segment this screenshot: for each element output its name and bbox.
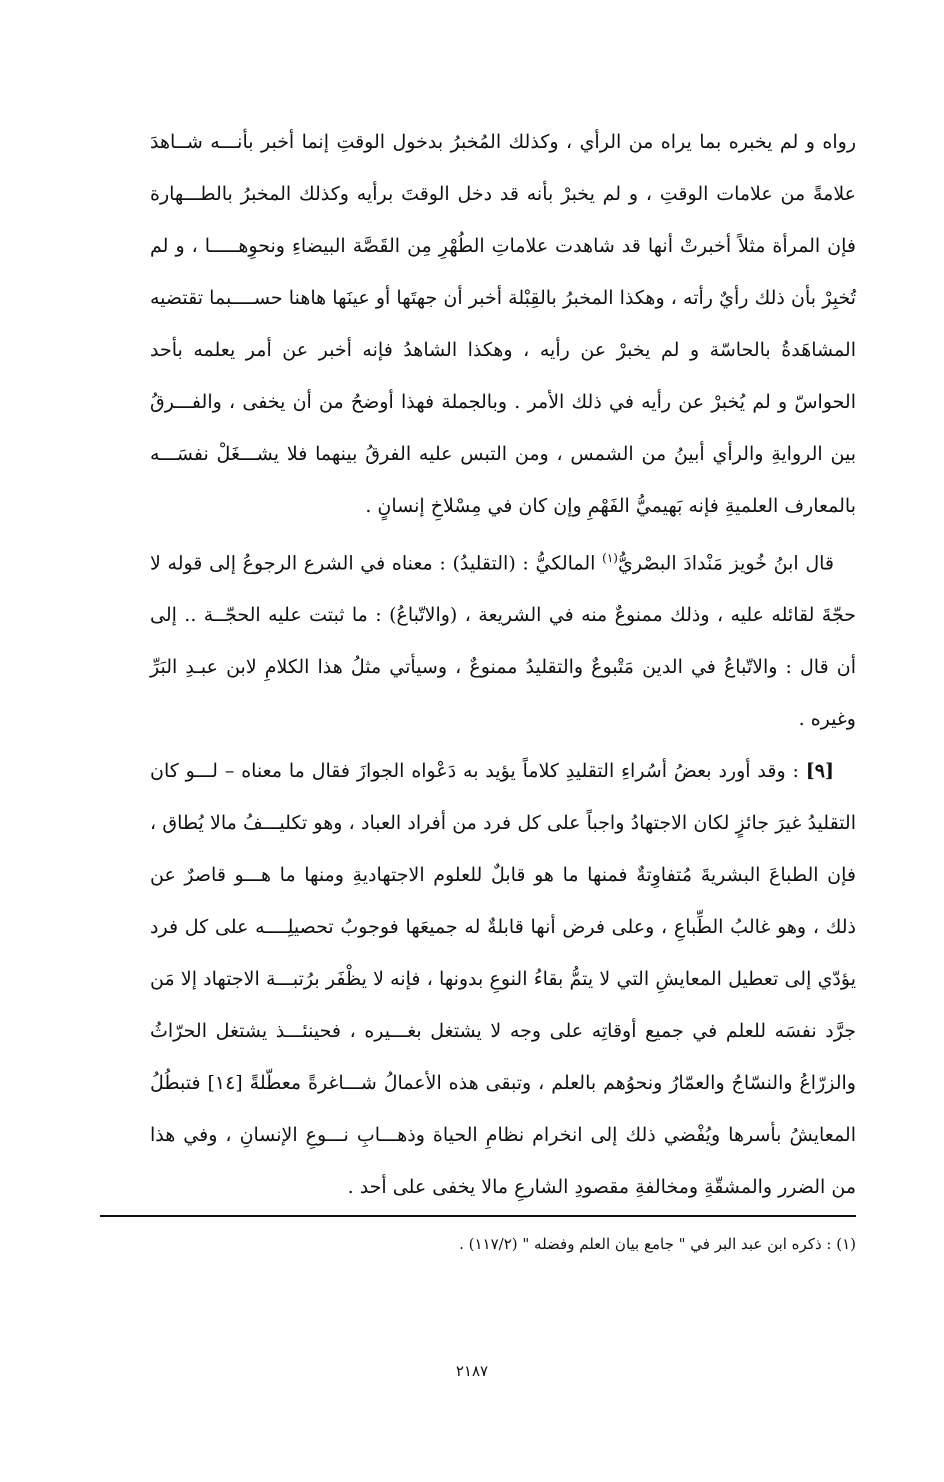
paragraph-2-rest: المالكيُّ : (التقليدُ) : معناه في الشرع الرجوعُ إلى قوله لا حجّةَ لقائله عليه ، وذلك ممنوعٌ منه في الشريعة ، (والاتّباعُ) : ما ثبتت عليه الحجّــة .. إلى أن قال : والاتّباعُ في الدين مَتْبوعٌ والتقليدُ ممنوعٌ ، وسيأتي مثلُ هذا الكلامِ لابن عبـدِ البَرِّ وغيره .: [150, 552, 856, 731]
footnote: (١) : ذكره ابن عبد البر في " جامع بيان العلم وفضله " (١١٧/٢) .: [459, 1235, 856, 1253]
paragraph-3: [150, 745, 856, 1213]
footnote-divider: [100, 1215, 856, 1217]
paragraph-2-lead: قال ابنُ خُويز مَنْدادَ البصْريُّ: [617, 552, 835, 575]
footnote-ref: (١): [602, 551, 618, 565]
paragraph-1: رواه و لم يخبره بما يراه من الرأي ، وكذلك المُخبرُ بدخول الوقتِ إنما أخبر بأنـــه شــاهدَ علامةً من علامات الوقتِ ، و لم يخبرْ بأنه قد دخل الوقتَ برأيه وكذلك المخبرُ بالطـــهارة فإن المرأة مثلاً أخبرتْ أنها قد شاهدت علاماتِ الطُهْرِ مِن القَصَّة البيضاءِ ونحوِهـــــا ، و لم تُخبِرْ بأن ذلك رأيٌ رأته ، وهكذا المخبرُ بالقِبْلة أخبر أن جهتَها أو عينَها هاهنا حســــبما تقتضيه المشاهَدةُ بالحاسّة و لم يخبرْ عن رأيه ، وهكذا الشاهدُ فإنه أخبر عن أمر يعلمه بأحد الحواسّ و لم يُخبرْ عن رأيه في ذلك الأمر . وبالجملة فهذا أوضحُ من أن يخفى ، والفـــرقُ بين الروايةِ والرأي أبينُ من الشمس ، ومن التبس عليه الفرقُ بينهما فلا يشـــغَلْ نفسَـــه بالمعارف العلميةِ فإنه بَهيميُّ الفَهْمِ وإن كان في مِسْلاخِ إنسانٍ .: [150, 131, 856, 517]
page-number: ٢١٨٧: [455, 1362, 489, 1380]
main-text: [150, 116, 856, 1213]
paragraph-3-text: : وقد أورد بعضُ أسُراءِ التقليدِ كلاماً يؤيد به دَعْواه الجوازَ فقال ما معناه – لـــو كان التقليدُ غيرَ جائزٍ لكان الاجتهادُ واجباً على كل فرد من أفراد العباد ، وهو تكليـــفُ مالا يُطاق ، فإن الطباعَ البشريةَ مُتفاوِتةٌ فمنها ما هو قابلٌ للعلوم الاجتهاديةِ ومنها ما هـــو قاصرٌ عن ذلك ، وهو غالبُ الطِّباعِ ، وعلى فرض أنها قابلةٌ له جميعَها فوجوبُ تحصيلِــــه على كل فرد يؤدّي إلى تعطيل المعايشِ التي لا يتمُّ بقاءُ النوعِ بدونها ، فإنه لا يظْفَر برُتبـــة الاجتهاد إلا مَن جرَّد نفسَه للعلم في جميع أوقاتِه على وجه لا يشتغل بغـــيره ، فحينئـــذ يشتغل الحرّاثُ والزرّاعُ والنسّاجُ والعمّارُ ونحوُهم بالعلم ، وتبقى هذه الأعمالُ شـــاغرةً معطّلةً [١٤] فتبطُلُ المعايشُ بأسرها ويُفْضي ذلك إلى انخرام نظامِ الحياة وذهـــابِ نـــوعِ الإنسانِ ، وفي هذا من الضرر والمشقّةِ ومخالفةِ مقصودِ الشارعِ مالا يخفى على أحد .: [150, 760, 856, 1199]
paragraph-2: [150, 532, 856, 745]
paragraph-number: [٩]: [805, 760, 834, 783]
